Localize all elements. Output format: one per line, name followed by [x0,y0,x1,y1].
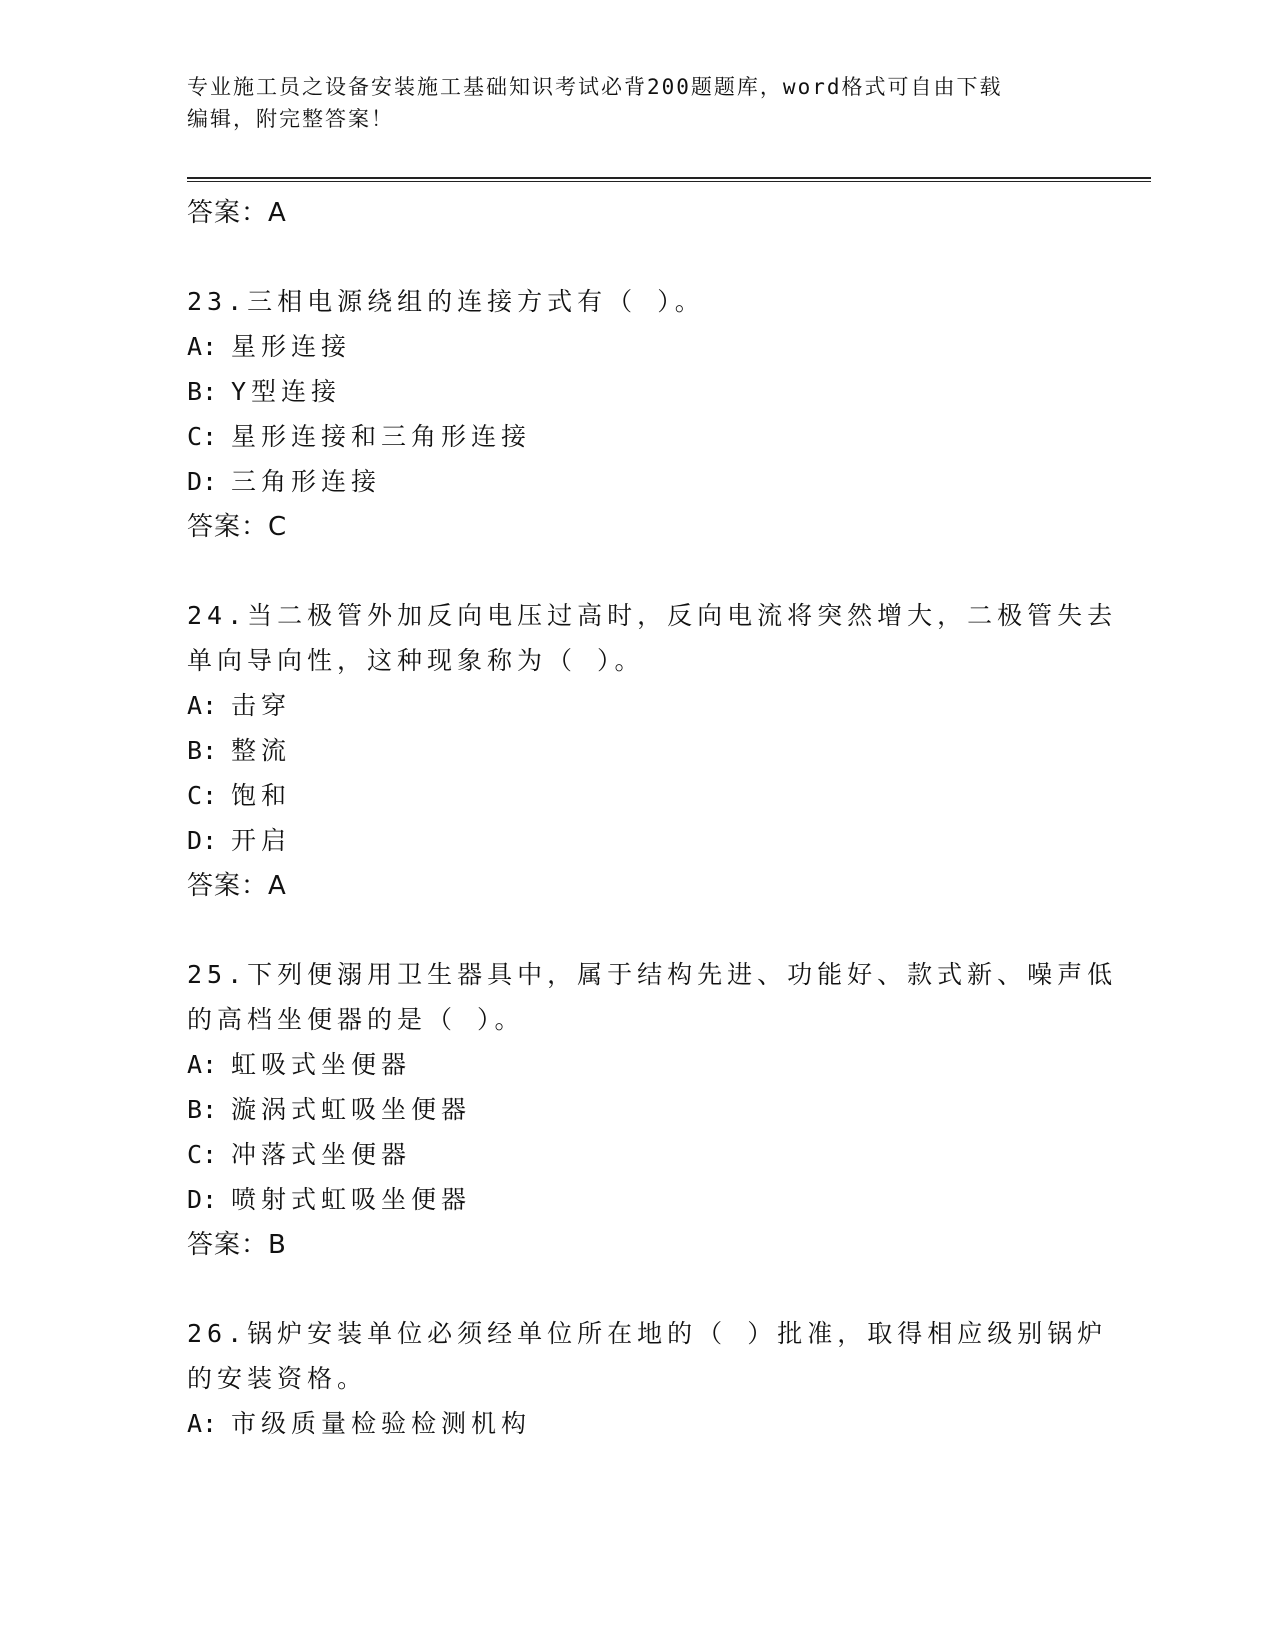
option-letter: A: [187,1050,218,1079]
question-text: 26.锅炉安装单位必须经单位所在地的（ ）批准，取得相应级别锅炉 [187,1319,1108,1348]
option-letter: D: [187,1185,218,1214]
option-letter: B: [187,736,218,765]
question-24 [187,593,1147,909]
option-text: 击穿 [231,691,292,720]
option-letter: D: [187,467,218,496]
question-25 [187,952,1147,1268]
option-text: 虹吸式坐便器 [231,1050,412,1079]
option-text: 开启 [231,826,292,855]
option-text: 漩涡式虹吸坐便器 [231,1095,472,1124]
option-d [187,818,1147,863]
answer: 答案：C [187,512,288,542]
option-text: 喷射式虹吸坐便器 [231,1185,472,1214]
option-c [187,414,1147,459]
option-letter: D: [187,826,218,855]
question-text: 24.当二极管外加反向电压过高时，反向电流将突然增大，二极管失去 [187,601,1118,630]
option-letter: B: [187,1095,218,1124]
option-c [187,773,1147,818]
option-letter: B: [187,377,218,406]
option-text: 星形连接和三角形连接 [231,422,532,451]
question-text: 的安装资格。 [187,1364,368,1393]
option-a [187,324,1147,369]
option-letter: C: [187,422,218,451]
option-text: Y型连接 [231,377,342,406]
option-d [187,1177,1147,1222]
previous-answer: 答案：A [187,198,287,228]
question-text: 23.三相电源绕组的连接方式有（ ）。 [187,287,705,316]
option-c [187,1132,1147,1177]
question-26 [187,1311,1147,1446]
option-letter: C: [187,781,218,810]
option-b [187,728,1147,773]
question-23 [187,279,1147,550]
header-line-1: 专业施工员之设备安装施工基础知识考试必背200题题库，word格式可自由下载 [187,75,1003,99]
option-d [187,459,1147,504]
option-text: 市级质量检验检测机构 [231,1409,532,1438]
option-letter: A: [187,691,218,720]
option-letter: A: [187,1409,218,1438]
document-header [187,71,1077,135]
option-b [187,1087,1147,1132]
option-text: 饱和 [231,781,292,810]
option-a [187,1042,1147,1087]
answer: 答案：A [187,871,287,901]
option-text: 三角形连接 [231,467,382,496]
option-text: 星形连接 [231,332,352,361]
option-a [187,1401,1147,1446]
header-divider [187,177,1151,182]
answer: 答案：B [187,1230,287,1260]
option-text: 整流 [231,736,292,765]
option-letter: C: [187,1140,218,1169]
header-line-2: 编辑，附完整答案！ [187,107,394,131]
option-text: 冲落式坐便器 [231,1140,412,1169]
option-b [187,369,1147,414]
question-list [187,190,1147,1446]
option-letter: A: [187,332,218,361]
question-text: 的高档坐便器的是（ ）。 [187,1005,525,1034]
question-text: 25.下列便溺用卫生器具中，属于结构先进、功能好、款式新、噪声低 [187,960,1118,989]
option-a [187,683,1147,728]
question-text: 单向导向性，这种现象称为（ ）。 [187,646,645,675]
